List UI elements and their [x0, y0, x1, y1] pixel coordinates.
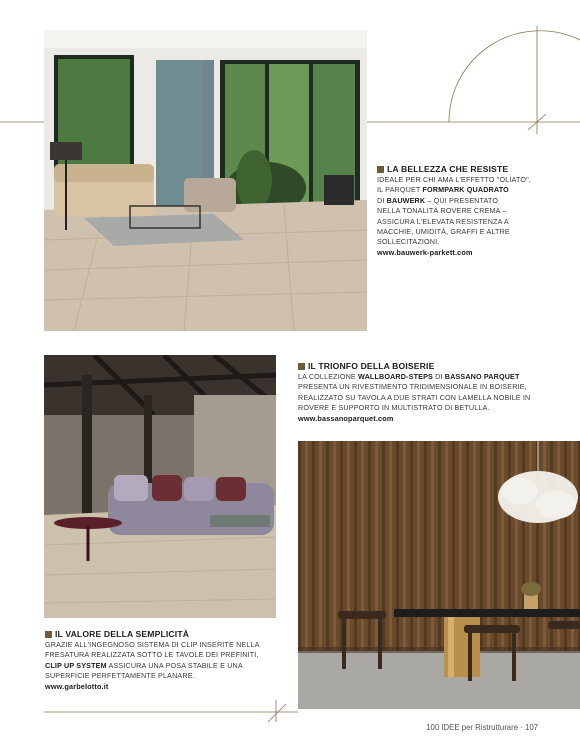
photo-loft-sofa: [44, 355, 276, 618]
caption-bassano: IL TRIONFO DELLA BOISERIE LA COLLEZIONE WALLBOARD-STEPS DI BASSANO PARQUET PRESENTA UN RIVESTIMENTO TRIDIMENSIONALE IN BOISERIE, REALIZZATO SU TAVOLA A DUE STRATI CON LAMELLA NOBILE IN ROVERE E SUPPORTO IN MULTISTRATO DI BETULLA. www.bassanoparquet.com: [298, 360, 578, 424]
caption-bauwerk: LA BELLEZZA CHE RESISTE IDEALE PER CHI AMA L'EFFETTO "OLIATO", IL PARQUET FORMPARK QUADRATO DI BAUWERK – QUI PRESENTATO NELLA TONALITÀ ROVERE CREMA – ASSICURA L'ELEVATA RESISTENZA A MACCHIE, UMIDITÀ, GRAFFI E ALTRE SOLLECITAZIONI. www.bauwerk-parkett.com: [377, 163, 577, 258]
page-footer: 100 IDEE per Ristrutturare · 107: [426, 723, 538, 732]
link-garbelotto[interactable]: www.garbelotto.it: [45, 681, 109, 691]
bullet-square-icon: [45, 631, 52, 638]
link-bassano[interactable]: www.bassanoparquet.com: [298, 413, 394, 423]
photo-dining-boiserie: [298, 441, 580, 709]
bullet-square-icon: [377, 166, 384, 173]
caption-garbelotto: IL VALORE DELLA SEMPLICITÀ GRAZIE ALL'INGEGNOSO SISTEMA DI CLIP INSERITE NELLA FRESATURA REALIZZATA SOTTO LE TAVOLE DEI PREFINITI, CLIP UP SYSTEM ASSICURA UNA POSA STABILE E UNA SUPERFICIE PERFETTAMENTE PLANARE. www.garbelotto.it: [45, 628, 285, 692]
caption-title: IL VALORE DELLA SEMPLICITÀ: [45, 628, 285, 640]
photo-living-room: [44, 30, 367, 331]
link-bauwerk[interactable]: www.bauwerk-parkett.com: [377, 247, 473, 257]
bullet-square-icon: [298, 363, 305, 370]
caption-title: IL TRIONFO DELLA BOISERIE: [298, 360, 578, 372]
caption-title: LA BELLEZZA CHE RESISTE: [377, 163, 577, 175]
